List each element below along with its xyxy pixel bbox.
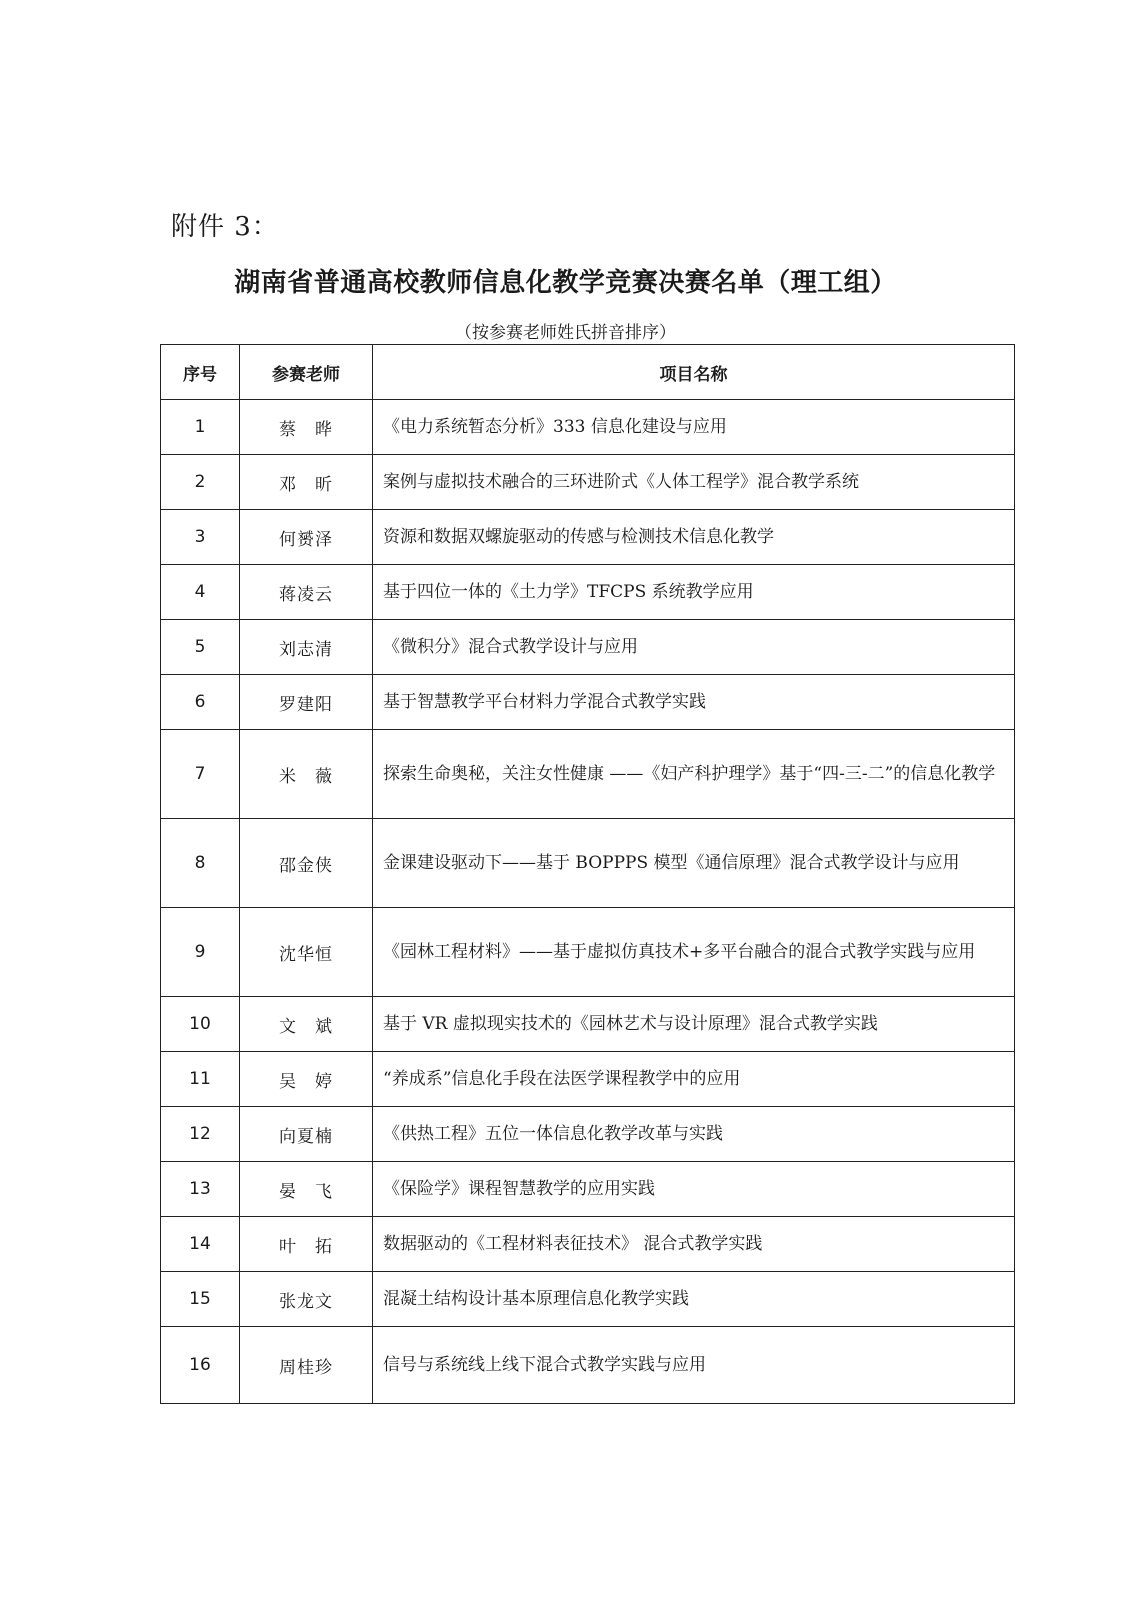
row-teacher: 张龙文 (240, 1272, 373, 1327)
row-project: 《园林工程材料》——基于虚拟仿真技术+多平台融合的混合式教学实践与应用 (373, 908, 1015, 997)
header-teacher: 参赛老师 (240, 345, 373, 400)
table-row (161, 819, 1015, 908)
row-teacher: 米 薇 (240, 730, 373, 819)
row-seq: 6 (161, 675, 240, 730)
table-row (161, 908, 1015, 997)
row-project: 信号与系统线上线下混合式教学实践与应用 (373, 1327, 1015, 1404)
row-seq: 11 (161, 1052, 240, 1107)
row-project: 基于智慧教学平台材料力学混合式教学实践 (373, 675, 1015, 730)
row-project: 混凝土结构设计基本原理信息化教学实践 (373, 1272, 1015, 1327)
row-teacher: 邓 昕 (240, 455, 373, 510)
table-row (161, 1162, 1015, 1217)
attachment-label: 附件 3： (171, 212, 279, 242)
row-project: 金课建设驱动下——基于 BOPPPS 模型《通信原理》混合式教学设计与应用 (373, 819, 1015, 908)
row-teacher: 邵金侠 (240, 819, 373, 908)
row-teacher: 蒋凌云 (240, 565, 373, 620)
row-teacher: 向夏楠 (240, 1107, 373, 1162)
row-project: 数据驱动的《工程材料表征技术》 混合式教学实践 (373, 1217, 1015, 1272)
row-seq: 3 (161, 510, 240, 565)
row-seq: 8 (161, 819, 240, 908)
row-teacher: 何赟泽 (240, 510, 373, 565)
table-row (161, 675, 1015, 730)
row-seq: 9 (161, 908, 240, 997)
row-seq: 12 (161, 1107, 240, 1162)
document-subtitle: （按参赛老师姓氏拼音排序） (455, 323, 676, 343)
row-teacher: 蔡 晔 (240, 400, 373, 455)
row-seq: 7 (161, 730, 240, 819)
table-row (161, 1217, 1015, 1272)
row-seq: 14 (161, 1217, 240, 1272)
row-teacher: 周桂珍 (240, 1327, 373, 1404)
row-project: 《供热工程》五位一体信息化教学改革与实践 (373, 1107, 1015, 1162)
row-teacher: 吴 婷 (240, 1052, 373, 1107)
row-project: 《电力系统暂态分析》333 信息化建设与应用 (373, 400, 1015, 455)
row-project: 基于 VR 虚拟现实技术的《园林艺术与设计原理》混合式教学实践 (373, 997, 1015, 1052)
row-project: 《微积分》混合式教学设计与应用 (373, 620, 1015, 675)
table-row (161, 730, 1015, 819)
table-row (161, 455, 1015, 510)
row-project: 基于四位一体的《土力学》TFCPS 系统教学应用 (373, 565, 1015, 620)
row-seq: 10 (161, 997, 240, 1052)
row-seq: 5 (161, 620, 240, 675)
table-header-row (161, 345, 1015, 400)
table-row (161, 620, 1015, 675)
row-project: 资源和数据双螺旋驱动的传感与检测技术信息化教学 (373, 510, 1015, 565)
row-project: 《保险学》课程智慧教学的应用实践 (373, 1162, 1015, 1217)
row-seq: 2 (161, 455, 240, 510)
table-row (161, 400, 1015, 455)
row-project: 案例与虚拟技术融合的三环进阶式《人体工程学》混合教学系统 (373, 455, 1015, 510)
row-teacher: 文 斌 (240, 997, 373, 1052)
table-row (161, 1052, 1015, 1107)
row-seq: 13 (161, 1162, 240, 1217)
row-teacher: 刘志清 (240, 620, 373, 675)
row-seq: 16 (161, 1327, 240, 1404)
table-row (161, 565, 1015, 620)
row-seq: 1 (161, 400, 240, 455)
table-row (161, 510, 1015, 565)
table-row (161, 1272, 1015, 1327)
row-project: 探索生命奥秘，关注女性健康 ——《妇产科护理学》基于“四-三-二”的信息化教学 (373, 730, 1015, 819)
table-row (161, 1107, 1015, 1162)
table-row (161, 997, 1015, 1052)
row-teacher: 晏 飞 (240, 1162, 373, 1217)
header-seq: 序号 (161, 345, 240, 400)
table-row (161, 1327, 1015, 1404)
row-teacher: 沈华恒 (240, 908, 373, 997)
finalist-table (160, 344, 1015, 1404)
row-teacher: 叶 拓 (240, 1217, 373, 1272)
header-project: 项目名称 (373, 345, 1015, 400)
row-seq: 4 (161, 565, 240, 620)
row-teacher: 罗建阳 (240, 675, 373, 730)
row-project: “养成系”信息化手段在法医学课程教学中的应用 (373, 1052, 1015, 1107)
document-title: 湖南省普通高校教师信息化教学竞赛决赛名单（理工组） (234, 268, 897, 298)
row-seq: 15 (161, 1272, 240, 1327)
